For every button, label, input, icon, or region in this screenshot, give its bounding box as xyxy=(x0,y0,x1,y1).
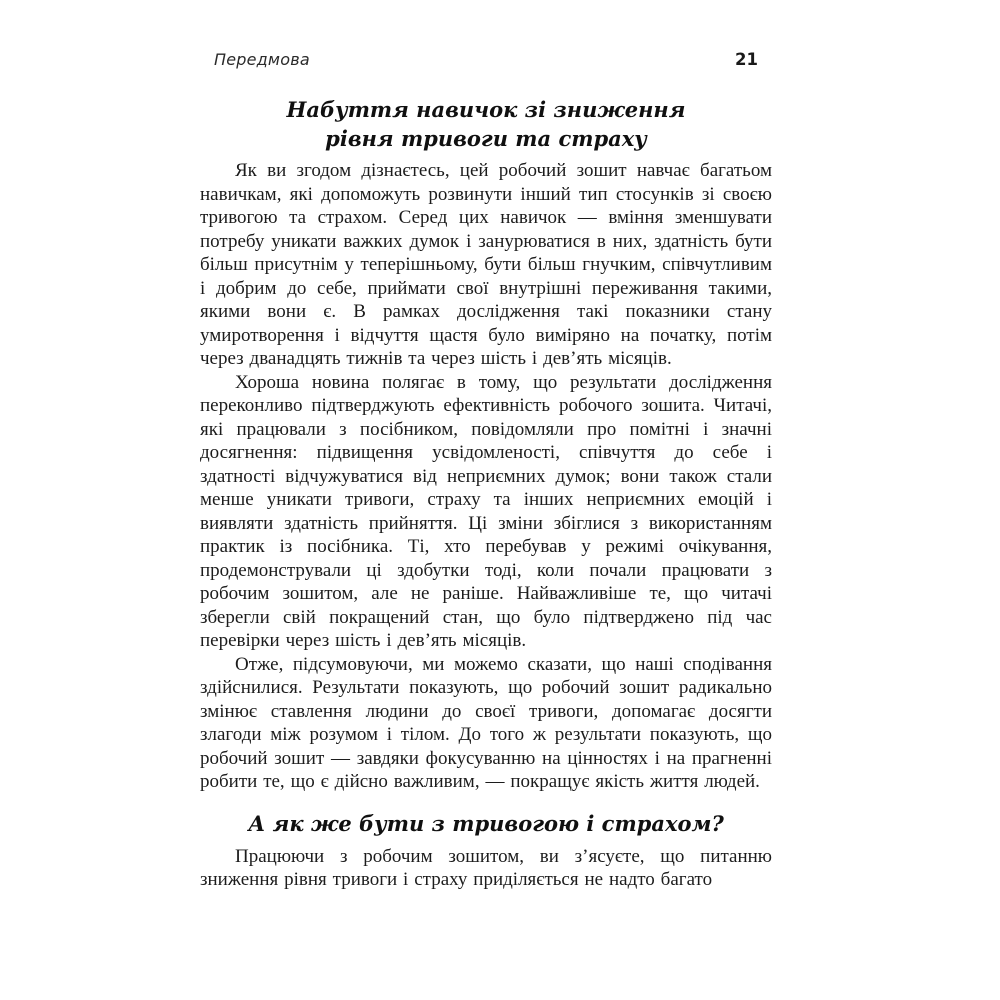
section-heading-anxiety-question: А як же бути з тривогою і страхом? xyxy=(248,810,724,836)
page-header xyxy=(200,50,772,69)
page-number: 21 xyxy=(735,50,758,69)
section-heading-acquiring-skills: Набуття навичок зі зниження рівня тривоги та страху xyxy=(286,97,686,151)
paragraph-working-with-workbook: Працюючи з робочим зошитом, ви з’ясуєте, що питанню зниження рівня тривоги і страху приділяється не надто багато xyxy=(200,845,772,890)
running-title: Передмова xyxy=(214,50,310,69)
paragraph-study-results: Хороша новина полягає в тому, що результати дослідження переконливо підтверджують ефективність робочого зошита. Читачі, які працювали з посібником, повідомляли про помітні і значні досягнення: підвищення усвідомленості, співчуття до себе і здатності відчужуватися від неприємних думок; вони також стали менше уникати тривоги, страху та інших неприємних емоцій і виявляти здатність прийняття. Ці зміни збіглися з використанням практик із посібника. Ті, хто перебував у режимі очікування, продемонстрували ці здобутки тоді, коли почали працювати з робочим зошитом, але не раніше. Найважливіше те, що читачі зберегли свій покращений стан, що було підтверджено під час перевірки через шість і дев’ять місяців. xyxy=(200,371,772,651)
paragraph-skills-overview: Як ви згодом дізнаєтесь, цей робочий зошит навчає багатьом навичкам, які допоможуть розвинути інший тип стосунків зі своєю тривогою та страхом. Серед цих навичок — вміння зменшувати потребу уникати важких думок і занурюватися в них, здатність бути більш присутнім у теперішньому, бути більш гнучким, співчутливим і добрим до себе, приймати свої внутрішні переживання такими, якими вони є. В рамках дослідження такі показники стану умиротворення і відчуття щастя було виміряно на початку, потім через дванадцять тижнів та через шість і дев’ять місяців. xyxy=(200,160,772,369)
page-content-area xyxy=(200,50,772,892)
paragraph-conclusion: Отже, підсумовуючи, ми можемо сказати, що наші сподівання здійснилися. Результати показують, що робочий зошит радикально змінює ставлення людини до своєї тривоги, допомагає досягти злагоди між розумом і тілом. До того ж результати показують, що робочий зошит — завдяки фокусуванню на цінностях і на прагненні робити те, що є дійсно важливим, — покращує якість життя людей. xyxy=(200,653,772,792)
